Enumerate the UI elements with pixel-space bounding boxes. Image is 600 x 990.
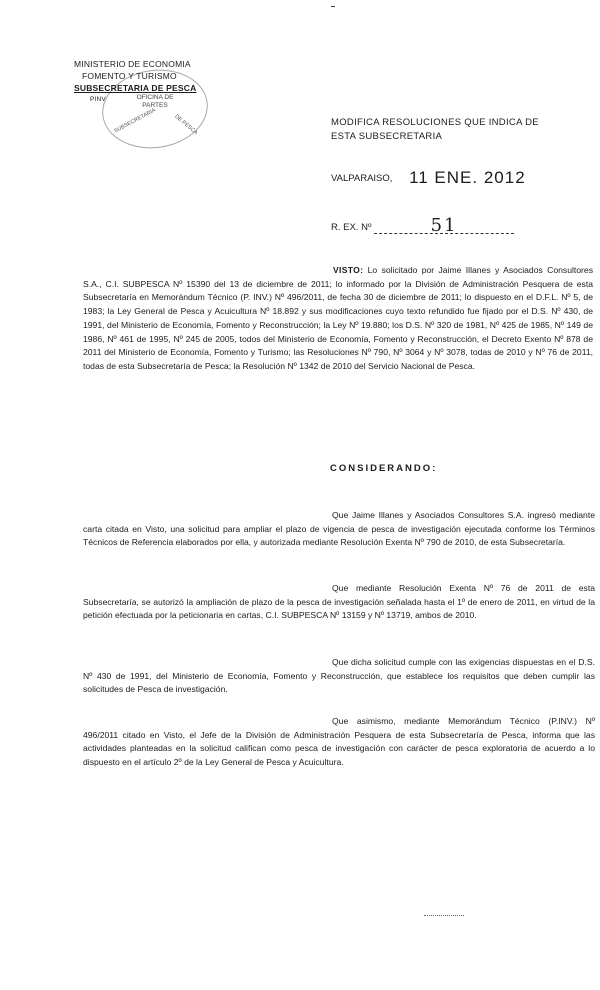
ministry-line: MINISTERIO DE ECONOMIA (74, 59, 191, 69)
ministry-subline: FOMENTO Y TURISMO (82, 71, 177, 81)
date-stamp: 11 ENE. 2012 (409, 168, 526, 187)
considerando-paragraph: Que mediante Resolución Exenta Nº 76 de 2011 de esta Subsecretaría, se autorizó la ampliación de plazo de la pesca de investigación señalada hasta el 1º de enero de 2011, en virtud de la petición efectuada por la peticionaria en cartas, C.I. SUBPESCA Nº 13159 y Nº 13719, ambos de 2010. (83, 583, 595, 621)
division-line: PINV (90, 96, 106, 103)
considerando-heading: CONSIDERANDO: (330, 463, 438, 474)
visto-text: Lo solicitado por Jaime Illanes y Asociados Consultores S.A., C.I. SUBPESCA Nº 15390 del 13 de diciembre de 2011; lo informado por la División de Administración Pesquera de esta Subsecretaría en Memorándum Técnico (P. INV.) Nº 496/2011, de fecha 30 de diciembre de 2011; lo dispuesto en el D.F.L. Nº 5, de 1983; la Ley General de Pesca y Acuicultura Nº 18.892 y sus modificaciones cuyo texto refundido fue fijado por el D.S. Nº 430, de 1991, del Ministerio de Economía, Fomento y Reconstrucción; la Ley Nº 19.880; los D.S. Nº 320 de 1981, Nº 425 de 1985, Nº 149 de 1986, Nº 461 de 1995, Nº 245 de 2005, todos del Ministerio de Economía, Fomento y Reconstrucción, el Decreto Exento Nº 878 de 2011 del Ministerio de Economía, Fomento y Turismo; las Resoluciones Nº 790, Nº 3064 y Nº 3078, todas de 2010 y Nº 76 de 2011, todas de esta Subsecretaría de Pesca; la Resolución Nº 1342 de 2010 del Servicio Nacional de Pesca. (83, 265, 593, 371)
subsecretaria-line: SUBSECRETARIA DE PESCA (74, 83, 197, 93)
seal-arc-left: SUBSECRETARIA (113, 107, 157, 135)
rex-label: R. EX. Nº (331, 222, 372, 233)
seal-text: OFICINA DE PARTES (136, 94, 174, 109)
resolution-number (331, 214, 514, 236)
scan-mark (331, 6, 335, 7)
place-date (331, 166, 526, 186)
considerando-paragraph: Que asimismo, mediante Memorándum Técnico (P.INV.) Nº 496/2011 citado en Visto, el Jefe de la División de Administración Pesquera de esta Subsecretaría de Pesca, informa que las actividades planteadas en la solicitud califican como pesca de investigación con carácter de pesca exploratoria de acuerdo a lo dispuesto en el artículo 2º de la Ley General de Pesca y Acuicultura. (83, 716, 595, 768)
considerando-paragraph: Que Jaime Illanes y Asociados Consultores S.A. ingresó mediante carta citada en Visto, una solicitud para ampliar el plazo de vigencia de pesca de investigación ejecutada conforme los Términos Técnicos de Referencia elaborados por ella, y autorizada mediante Resolución Exenta Nº 790 de 2010, de esta Subsecretaría. (83, 510, 595, 548)
rex-number: 51 (430, 215, 458, 236)
visto-paragraph (83, 264, 593, 374)
place: VALPARAISO, (331, 173, 393, 184)
seal-arc-right: DE PESCA (173, 113, 199, 137)
visto-label: VISTO: (333, 265, 364, 275)
document-subject: MODIFICA RESOLUCIONES QUE INDICA DE ESTA SUBSECRETARIA (331, 117, 539, 142)
footer-mark (424, 915, 464, 916)
rex-number-line (374, 212, 514, 234)
considerando-paragraph: Que dicha solicitud cumple con las exigencias dispuestas en el D.S. Nº 430 de 1991, del Ministerio de Economía, Fomento y Reconstrucción, que establece los requisitos que deben cumplir las solicitudes de Pesca de investigación. (83, 657, 595, 695)
